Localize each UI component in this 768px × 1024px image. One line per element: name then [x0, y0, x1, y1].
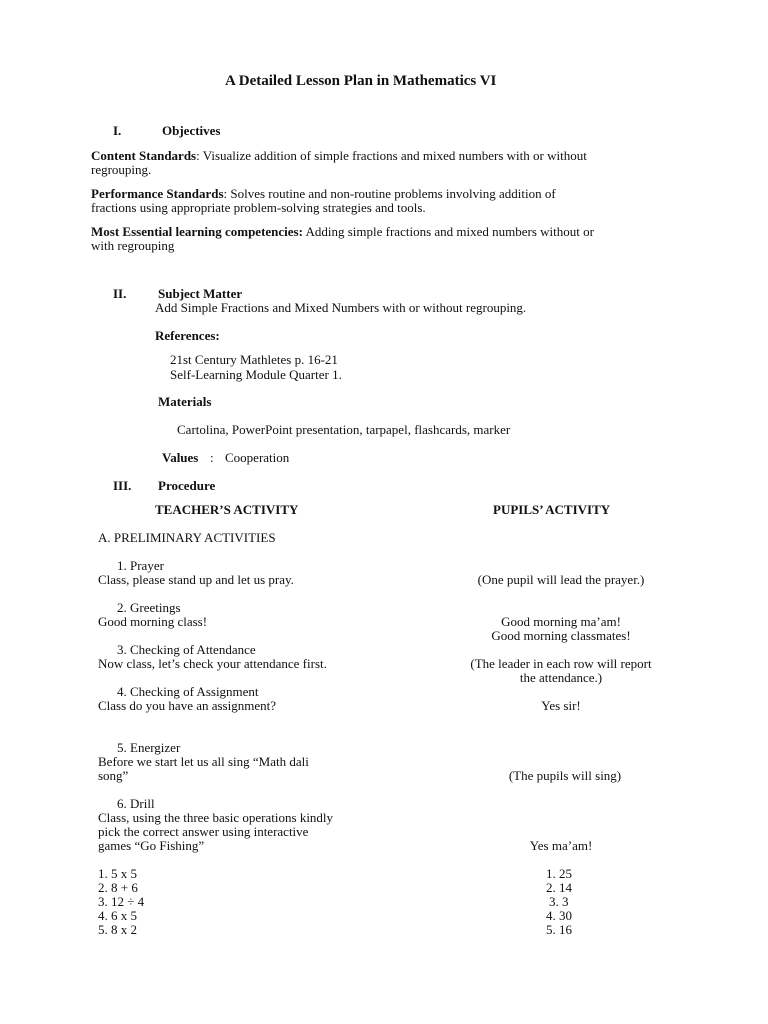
- melc: [91, 224, 594, 239]
- pupil-line: Yes ma’am!: [529, 838, 593, 853]
- section-heading-procedure: Procedure: [158, 478, 216, 493]
- pupil-activity-header: PUPILS’ ACTIVITY: [493, 502, 611, 517]
- activity-item-energizer: 5. Energizer: [117, 740, 181, 755]
- content-standards-text: : Visualize addition of simple fractions and mixed numbers with or without: [196, 148, 587, 163]
- activity-item-assignment: 4. Checking of Assignment: [117, 684, 259, 699]
- activity-item-prayer: 1. Prayer: [117, 558, 164, 573]
- section-heading-subject-matter: Subject Matter: [158, 286, 243, 301]
- section-heading-objectives: Objectives: [162, 123, 221, 138]
- performance-standards-text: : Solves routine and non-routine problems involving addition of: [223, 186, 556, 201]
- teacher-line: games “Go Fishing”: [98, 838, 205, 853]
- melc-continued: with regrouping: [91, 238, 175, 253]
- pupil-line: (One pupil will lead the prayer.): [477, 572, 645, 587]
- section-numeral-procedure: III.: [113, 478, 132, 493]
- section-numeral-objectives: I.: [113, 123, 122, 138]
- drill-answer: 4. 30: [546, 908, 572, 923]
- pupil-line: Good morning ma’am!: [501, 614, 621, 629]
- teacher-line: Class, using the three basic operations kindly: [98, 810, 334, 825]
- pupil-line: the attendance.): [519, 670, 603, 685]
- pupil-line: (The leader in each row will report: [470, 656, 652, 671]
- drill-question: 1. 5 x 5: [98, 866, 137, 881]
- reference-item: Self-Learning Module Quarter 1.: [170, 367, 342, 382]
- subject-topic: Add Simple Fractions and Mixed Numbers with or without regrouping.: [155, 300, 527, 315]
- references-heading: References:: [155, 328, 220, 343]
- drill-question: 4. 6 x 5: [98, 908, 137, 923]
- drill-question: 3. 12 ÷ 4: [98, 894, 145, 909]
- section-numeral-subject-matter: II.: [113, 286, 127, 301]
- teacher-line: song”: [98, 768, 129, 783]
- teacher-line: Good morning class!: [98, 614, 208, 629]
- performance-standards-continued: fractions using appropriate problem-solving strategies and tools.: [91, 200, 426, 215]
- preliminary-activities-heading: A. PRELIMINARY ACTIVITIES: [98, 530, 276, 545]
- drill-answer: 3. 3: [549, 894, 569, 909]
- reference-item: 21st Century Mathletes p. 16-21: [170, 352, 338, 367]
- melc-label: Most Essential learning competencies:: [91, 224, 303, 239]
- teacher-line: pick the correct answer using interactive: [98, 824, 309, 839]
- drill-answer: 2. 14: [546, 880, 572, 895]
- melc-text: Adding simple fractions and mixed numbers without or: [302, 224, 594, 239]
- drill-answer: 5. 16: [546, 922, 572, 937]
- values-text: Cooperation: [225, 450, 290, 465]
- activity-item-greetings: 2. Greetings: [117, 600, 181, 615]
- materials-list: Cartolina, PowerPoint presentation, tarpapel, flashcards, marker: [177, 422, 511, 437]
- materials-heading: Materials: [158, 394, 212, 409]
- pupil-line: Yes sir!: [541, 698, 581, 713]
- content-standards: [91, 148, 587, 163]
- pupil-line: (The pupils will sing): [508, 768, 622, 783]
- drill-answer: 1. 25: [546, 866, 572, 881]
- teacher-activity-header: TEACHER’S ACTIVITY: [155, 502, 299, 517]
- performance-standards: [91, 186, 556, 201]
- content-standards-label: Content Standards: [91, 148, 197, 163]
- teacher-line: Class, please stand up and let us pray.: [98, 572, 294, 587]
- pupil-line: Good morning classmates!: [491, 628, 631, 643]
- values-label: Values: [162, 450, 199, 465]
- values-separator: :: [210, 450, 214, 465]
- activity-item-drill: 6. Drill: [117, 796, 155, 811]
- document-title: A Detailed Lesson Plan in Mathematics VI: [225, 73, 497, 89]
- teacher-line: Class do you have an assignment?: [98, 698, 276, 713]
- activity-item-attendance: 3. Checking of Attendance: [117, 642, 256, 657]
- content-standards-continued: regrouping.: [91, 162, 152, 177]
- drill-question: 2. 8 + 6: [98, 880, 138, 895]
- performance-standards-label: Performance Standards: [91, 186, 224, 201]
- drill-question: 5. 8 x 2: [98, 922, 137, 937]
- teacher-line: Now class, let’s check your attendance first.: [98, 656, 327, 671]
- teacher-line: Before we start let us all sing “Math dali: [98, 754, 309, 769]
